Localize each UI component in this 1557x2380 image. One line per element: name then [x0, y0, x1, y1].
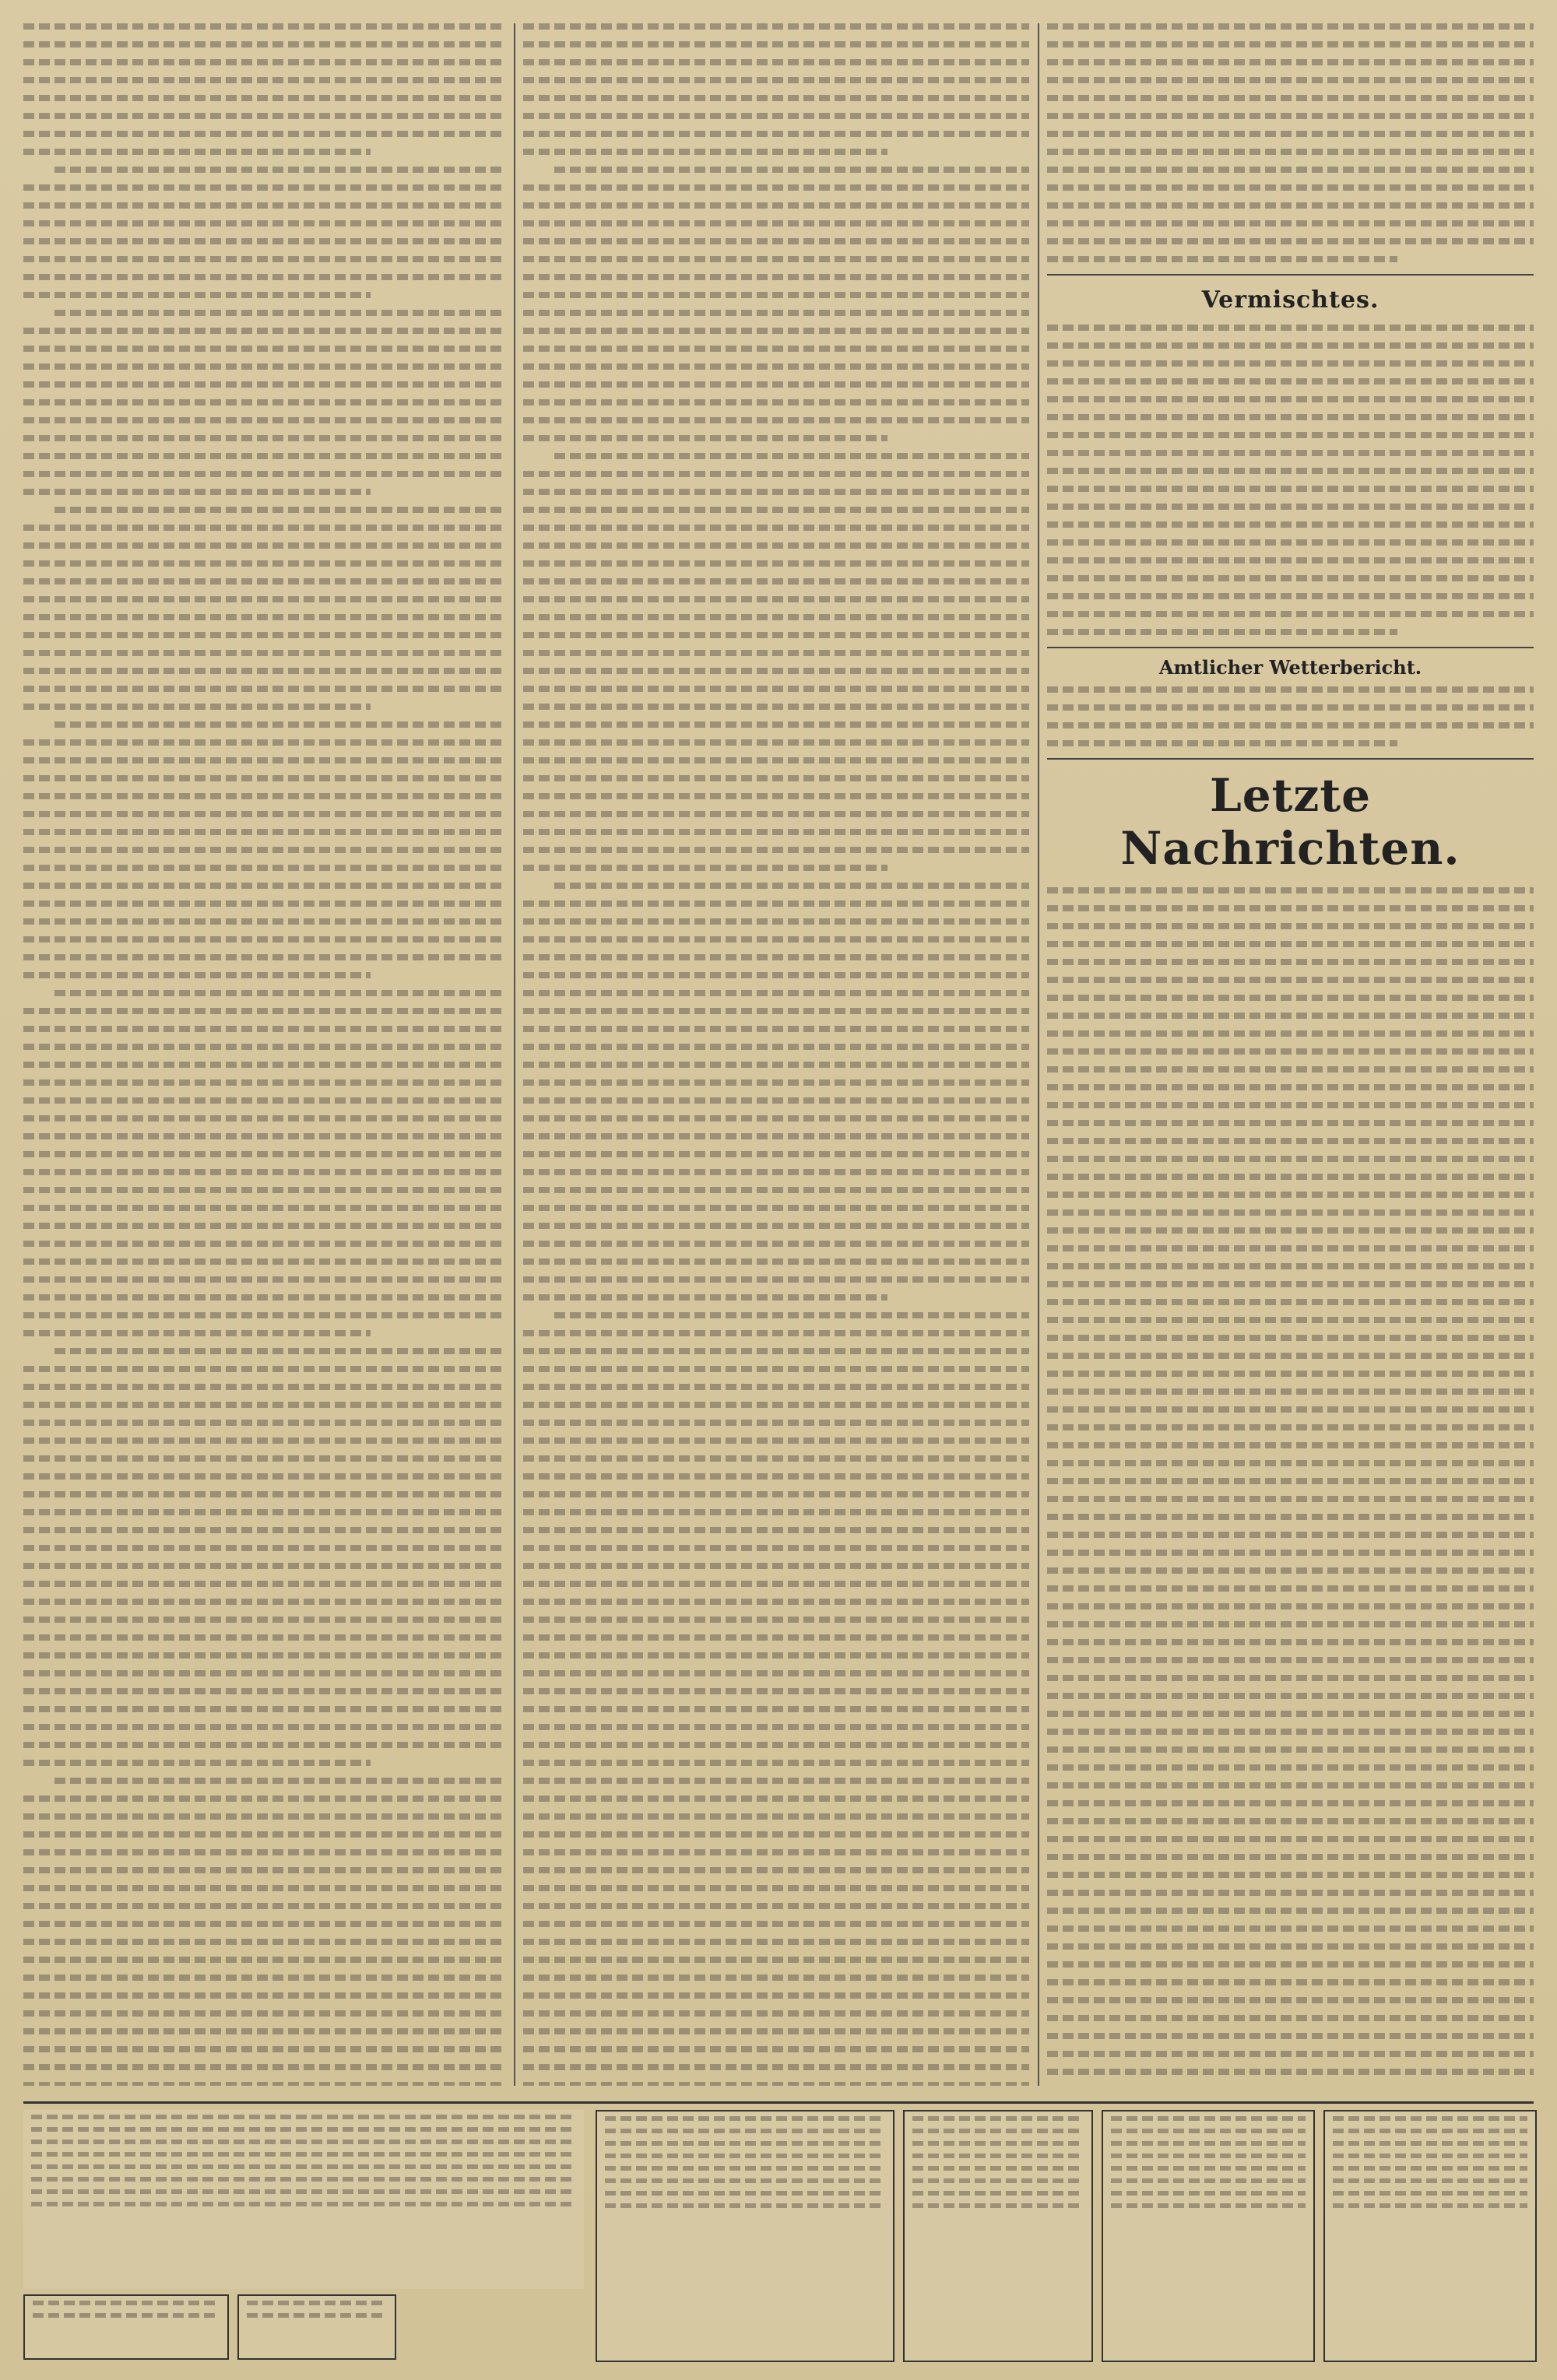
divider: [1047, 274, 1534, 276]
ad-fische-farbbaender: [596, 2110, 894, 2362]
ad-nigrin: [23, 2110, 584, 2289]
divider: [1047, 758, 1534, 760]
ad-fluss-seefische: [903, 2110, 1093, 2362]
section-heading-vermischtes: Vermischtes.: [1201, 286, 1380, 314]
ad-schokolade: [237, 2294, 396, 2360]
article-body: [23, 23, 506, 2086]
column-rule: [514, 23, 515, 2086]
ad-koenigsberger: [1102, 2110, 1315, 2362]
column-rule: [1038, 23, 1039, 2086]
section-heading-letzte-nachrichten: Letzte Nachrichten.: [1120, 769, 1460, 875]
article-body: [1047, 23, 1534, 262]
ad-schellfische: [1323, 2110, 1537, 2362]
article-body: [1047, 325, 1534, 635]
column-right: [1047, 23, 1534, 2086]
article-body: [523, 23, 1029, 2086]
advertisement-band: [23, 2101, 1534, 2361]
column-left: [23, 23, 506, 2086]
divider: [1047, 647, 1534, 648]
article-body: [1047, 887, 1534, 2086]
column-middle: [523, 23, 1029, 2086]
ad-forst-schule: [23, 2294, 229, 2360]
section-heading-wetterbericht: Amtlicher Wetterbericht.: [1158, 656, 1422, 679]
article-body: [1047, 686, 1534, 746]
